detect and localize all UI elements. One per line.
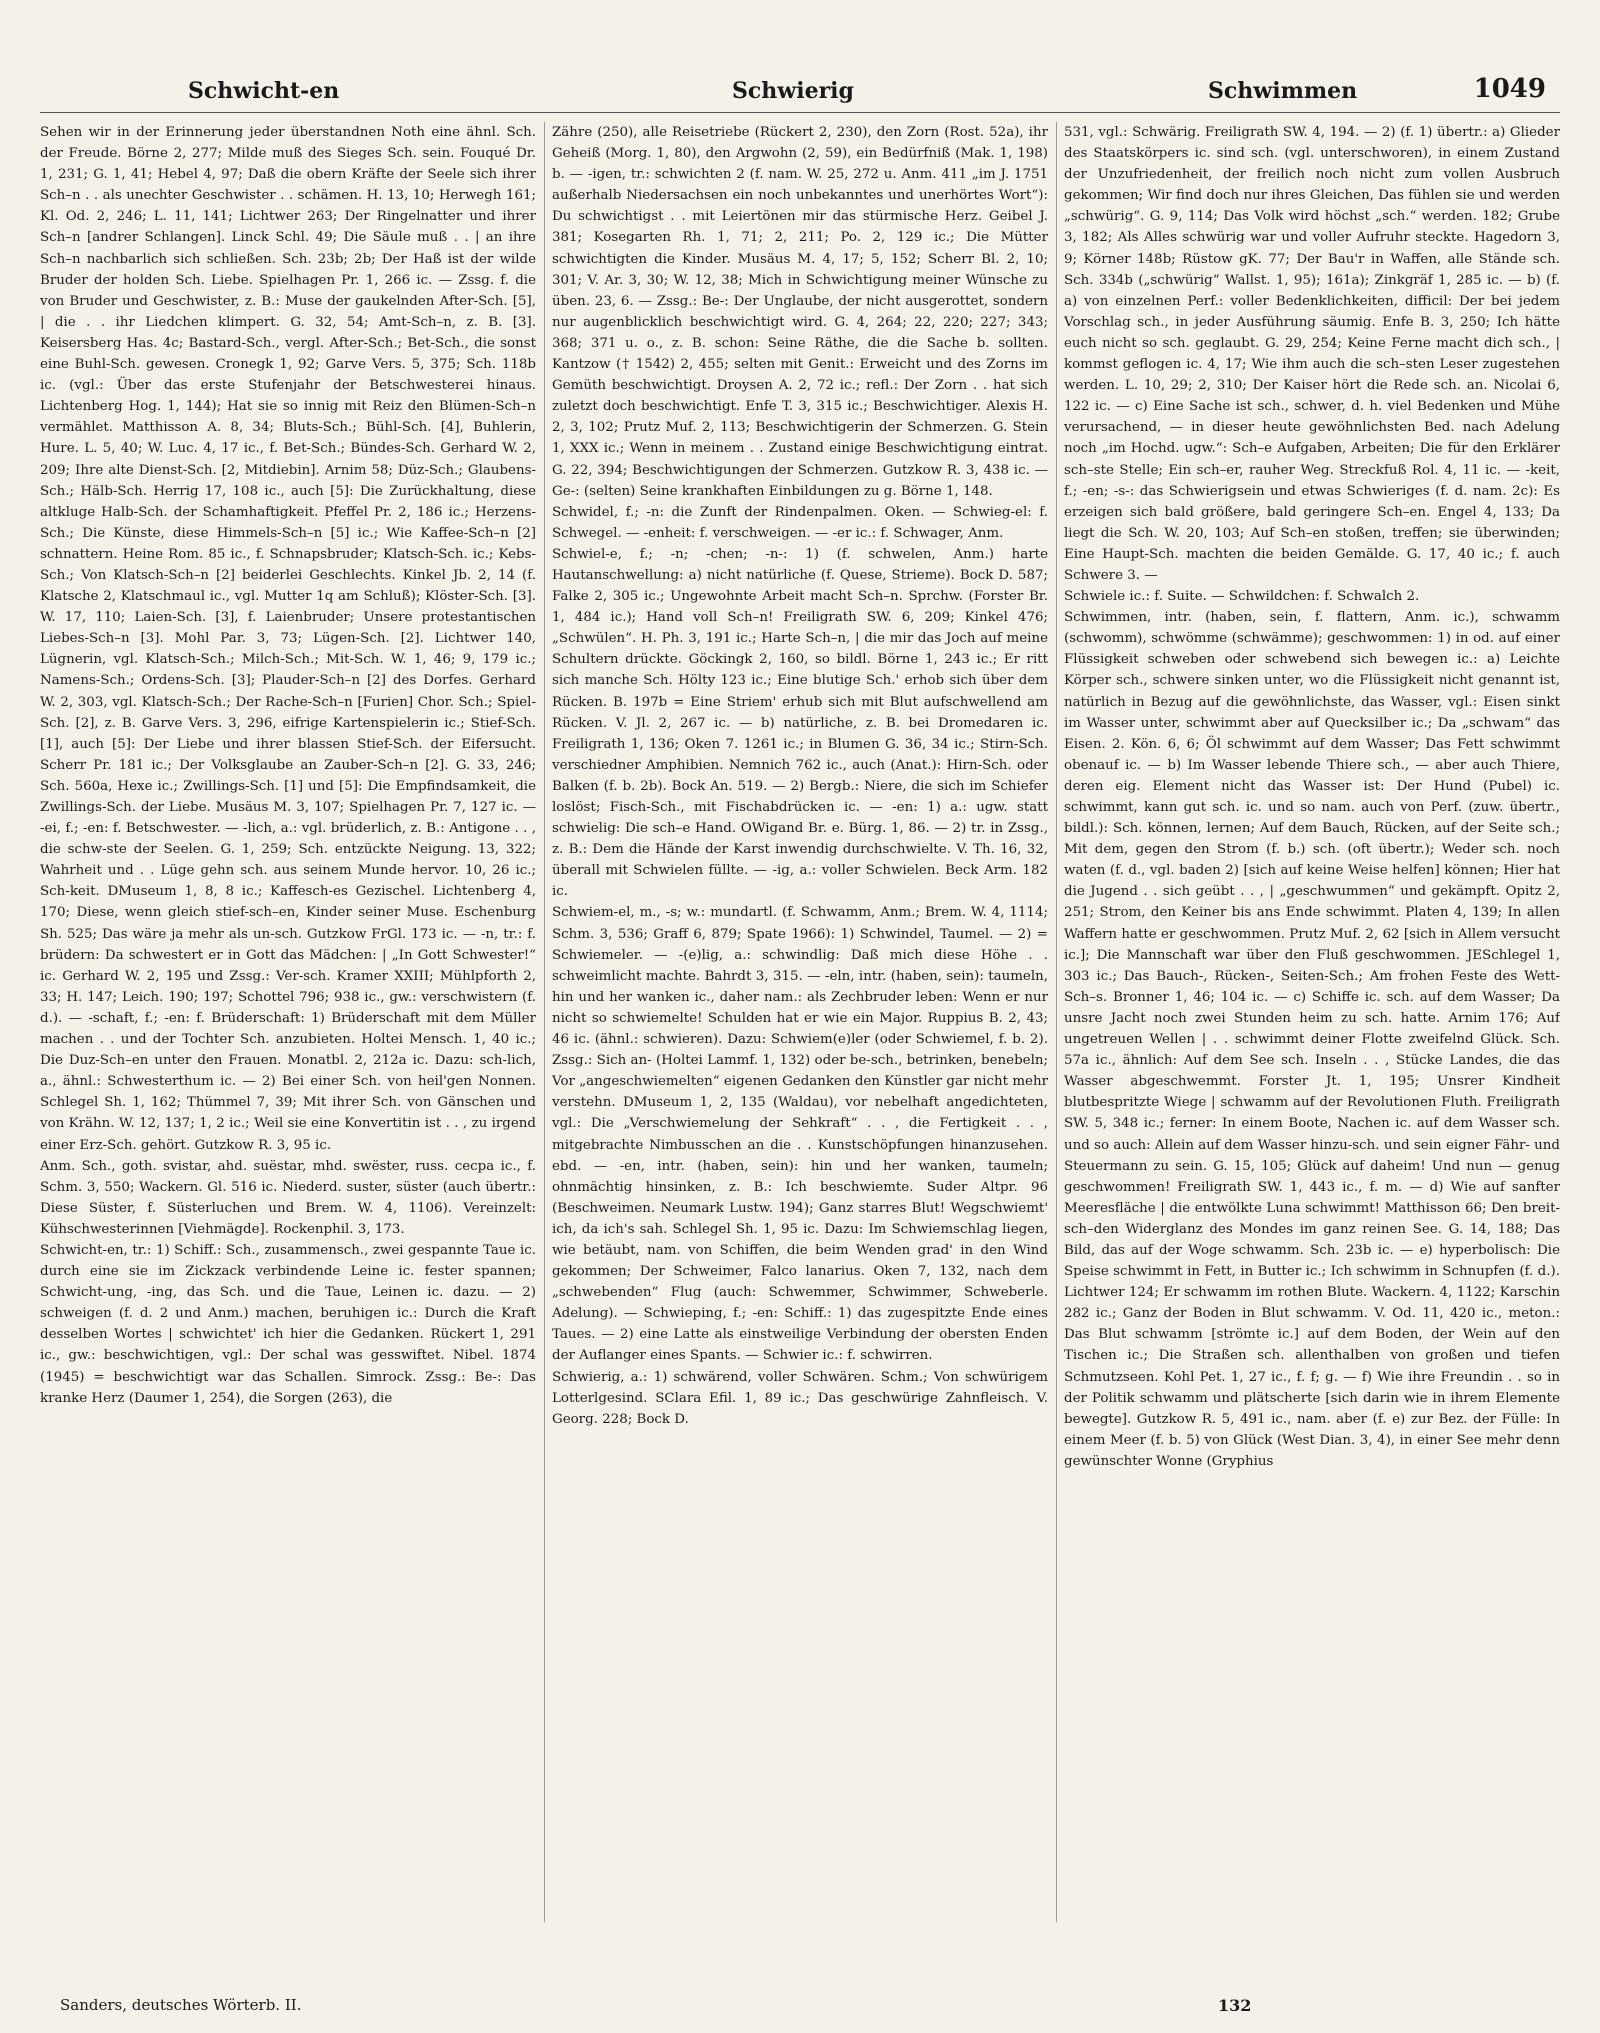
entry-paragraph: Schwimmen, intr. (haben, sein, f. flattern, Anm. ic.), schwamm (schwomm), schwömme (schwämme); geschwommen: 1) in od. auf einer Flüssigkeit schweben oder schwebend sich bewegen ic.: a) Leichte Körper sch., schwere sinken unter, wo die Flüssigkeit nicht genannt ist, natürlich in Bezug auf die gewöhnlichste, das Wasser, vgl.: Eisen sinkt im Wasser unter, schwimmt aber auf Quecksilber ic.; Da „schwam“ das Eisen. 2. Kön. 6, 6; Öl schwimmt auf dem Wasser; Das Fett schwimmt obenauf ic. — b) Im Wasser lebende Thiere sch., — aber auch Thiere, deren eig. Element nicht das Wasser ist: Der Hund (Pubel) ic. schwimmt, kann gut sch. ic. und so nam. auch von Perf. (zuw. übertr., bildl.): Sch. können, lernen; Auf dem Bauch, Rücken, auf der Seite sch.; Mit dem, gegen den Strom (f. b.) sch. (oft übertr.); Weder sch. noch waten (f. d., vgl. baden 2) [sich auf keine Weise helfen] können; Hier hat die Jugend . . sich geübt . . , | „geschwummen“ und gekämpft. Opitz 2, 251; Strom, den Keiner bis ans Ende schwimmt. Platen 4, 139; In allen Waffern hatte er geschwommen. Prutz Muf. 2, 62 [sich in Allem versucht ic.]; Die Mannschaft war über den Fluß geschwommen. JESchlegel 1, 303 ic.; Das Bauch-, Rücken-, Seiten-Sch.; Am frohen Feste des Wett-Sch–s. Bronner 1, 46; 104 ic. — c) Schiffe ic. sch. auf dem Wasser; Da unsre Jacht noch zwei Stunden heim zu sch. hatte. Arnim 176; Auf ungetreuen Wellen | . . schwimmt deiner Flotte zweifelnd Glück. Sch. 57a ic., ähnlich: Auf dem See sch. Inseln . . , Stücke Landes, die das Wasser abgeschwemmt. Forster Jt. 1, 195; Unsrer Kindheit blutbespritzte Wiege | schwamm auf der Revolutionen Fluth. Freiligrath SW. 5, 348 ic.; ferner: In einem Boote, Nachen ic. auf dem Wasser sch. und so auch: Allein auf dem Wasser hinzu-sch. und sein eigner Fähr- und Steuermann zu sein. G. 15, 105; Glück auf daheim! Und nun — genug geschwommen! Freiligrath SW. 1, 443 ic., f. m. — d) Wie auf sanfter Meeresfläche | die entwölkte Luna schwimmt! Matthisson 66; Den breit-sch–den Widerglanz des Mondes im ganz reinen See. G. 14, 188; Das Bild, das auf der Woge schwamm. Sch. 23b ic. — e) hyperbolisch: Die Speise schwimmt in Fett, in Butter ic.; Ich schwimm in Schnupfen (f. d.). Lichtwer 124; Er schwamm im rothen Blute. Wackern. 4, 1122; Karschin 282 ic.; Ganz der Boden in Blut schwamm. V. Od. 11, 420 ic., meton.: Das Blut schwamm [strömte ic.] auf dem Boden, der Wein auf den Tischen ic.; Die Straßen sch. allenthalben von großen und tiefen Schmutzseen. Kohl Pet. 1, 27 ic., f. f; g. — f) Wie ihre Freundin . . so in der Politik schwamm und plätscherte [sich darin wie in ihrem Elemente bewegte]. Gutzkow R. 5, 491 ic., nam. aber (f. e) zur Bez. der Fülle: In einem Meer (f. b. 5) von Glück (West Dian. 3, 4), in einer See mehr denn gewünschter Wonne (Gryphius bbox=[1064, 610, 1560, 1469]
column-divider bbox=[544, 122, 545, 1922]
header-center-catchword: Schwierig bbox=[732, 78, 854, 104]
entry-paragraph: Schwiele ic.: f. Suite. — Schwildchen: f. Schwalch 2. bbox=[1064, 589, 1420, 605]
entry-paragraph: Schwicht-en, tr.: 1) Schiff.: Sch., zusammensch., zwei gespannte Taue ic. durch eine sie im Zickzack verbindende Leine ic. fester spannen; Schwicht-ung, -ing, das Sch. und die Taue, Leinen ic. dazu. — 2) schweigen (f. d. 2 und Anm.) machen, beruhigen ic.: Durch die Kraft desselben Wortes | schwichtet' ich hier die Gedanken. Rückert 1, 291 ic., gw.: beschwichtigen, vgl.: Der schal was gesswiftet. Nibel. 1874 (1945) = beschwichtigt war das Schallen. Simrock. Zssg.: Be-: Das kranke Herz (Daumer 1, 254), die Sorgen (263), die bbox=[40, 1242, 536, 1406]
page-number: 1049 bbox=[1473, 74, 1546, 104]
entry-paragraph: Sehen wir in der Erinnerung jeder überstandnen Noth eine ähnl. Sch. der Freude. Börne 2, 277; Milde muß des Sieges Sch. sein. Fouqué Dr. 1, 231; G. 1, 41; Hebel 4, 97; Daß die obern Kräfte der Seele sich ihrer Sch–n . . als unechter Geschwister . . schämen. H. 13, 10; Herwegh 161; Kl. Od. 2, 246; L. 11, 141; Lichtwer 263; Der Ringelnatter und ihrer Sch–n [andrer Schlangen]. Linck Schl. 49; Die Säule muß . . | an ihre Sch–n nachbarlich sich schließen. Sch. 23b; 2b; Der Haß ist der wilde Bruder der holden Sch. Liebe. Spielhagen Pr. 1, 266 ic. — Zssg. f. die von Bruder und Geschwister, z. B.: Muse der gaukelnden After-Sch. [5], | die . . ihr Liedchen klimpert. G. 32, 54; Amt-Sch–n, z. B. [3]. Keisersberg Has. 4c; Bastard-Sch., vergl. After-Sch.; Bet-Sch., die sonst eine Buhl-Sch. gewesen. Cronegk 1, 92; Garve Vers. 5, 375; Sch. 118b ic. (vgl.: Über das erste Stufenjahr der Betschwesterei hinaus. Lichtenberg Hog. 1, 144); Hat sie so innig mit Reiz den Blümen-Sch–n vermählet. Matthisson A. 8, 34; Bluts-Sch.; Bühl-Sch. [4], Buhlerin, Hure. L. 5, 40; W. Luc. 4, 17 ic., f. Bet-Sch.; Bündes-Sch. Gerhard W. 2, 209; Ihre alte Dienst-Sch. [2, Mitdiebin]. Arnim 58; Düz-Sch.; Glaubens-Sch.; Hälb-Sch. Herrig 17, 108 ic., auch [5]: Die Zurückhaltung, diese altkluge Halb-Sch. der Schamhaftigkeit. Pfeffel Pr. 2, 186 ic.; Herzens-Sch.; Die Künste, diese Himmels-Sch–n [5] ic.; Wie Kaffee-Sch–n [2] schnattern. Heine Rom. 85 ic., f. Schnapsbruder; Klatsch-Sch. ic.; Kebs-Sch.; Von Klatsch-Sch–n [2] beiderlei Geschlechts. Kinkel Jb. 2, 14 (f. Klatsche 2, Klatschmaul ic., vgl. Mutter 1q am Schluß); Klöster-Sch. [3]. W. 17, 110; Laien-Sch. [3], f. Laienbruder; Unsere protestantischen Liebes-Sch–n [3]. Mohl Par. 3, 73; Lügen-Sch. [2]. Lichtwer 140, Lügnerin, vgl. Klatsch-Sch.; Milch-Sch.; Mit-Sch. W. 1, 46; 9, 179 ic.; Namens-Sch.; Ordens-Sch. [3]; Plauder-Sch–n [2] des Dorfes. Gerhard W. 2, 303, vgl. Klatsch-Sch.; Der Rache-Sch–n [Furien] Chor. Sch.; Spiel-Sch. [2], z. B. Garve Vers. 3, 296, eifrige Kartenspielerin ic.; Stief-Sch. [1], auch [5]: Der Liebe und ihrer blassen Stief-Sch. der Eifersucht. Scherr Pr. 181 ic.; Der Volksglaube an Zauber-Sch–n [2]. G. 33, 246; Sch. 560a, Hexe ic.; Zwillings-Sch. [1] und [5]: Die Empfindsamkeit, die Zwillings-Sch. der Liebe. Musäus M. 3, 107; Spielhagen Pr. 7, 127 ic. — -ei, f.; -en: f. Betschwester. — -lich, a.: vgl. brüderlich, z. B.: Antigone . . , die schw-ste der Seelen. G. 1, 259; Sch. entzückte Neigung. 13, 322; Wahrheit und . . Lüge gehn sch. aus seinem Munde hervor. 10, 26 ic.; Sch-keit. DMuseum 1, 8, 8 ic.; Kaffesch-es Gezischel. Lichtenberg 4, 170; Diese, wenn gleich stief-sch–en, Kinder seiner Muse. Eschenburg Sh. 525; Das wäre ja mehr als un-sch. Gutzkow FrGl. 173 ic. — -n, tr.: f. brüdern: Da schwestert er in Gott das Mädchen: | „In Gott Schwester!“ ic. Gerhard W. 2, 195 und Zssg.: Ver-sch. Kramer XXIII; Mühlpforth 2, 33; H. 147; Leich. 190; 197; Schottel 796; 938 ic., gw.: verschwistern (f. d.). — -schaft, f.; -en: f. Brüderschaft: 1) Brüderschaft mit dem Müller machen . . und der Tochter Sch. anzubieten. Holtei Mensch. 1, 40 ic.; Die Duz-Sch–en unter den Frauen. Monatbl. 2, 212a ic. Dazu: sch-lich, a., ähnl.: Schwesterthum ic. — 2) Bei einer Sch. von heil'gen Nonnen. Schlegel Sh. 1, 162; Thümmel 7, 39; Mit ihrer Sch. von Gänschen und von Krähn. W. 12, 137; 1, 2 ic.; Weil sie eine Konvertitin ist . . , zu irgend einer Erz-Sch. gehört. Gutzkow R. 3, 95 ic. bbox=[40, 125, 536, 1153]
etymology-note: Anm. Sch., goth. svistar, ahd. suëstar, mhd. swëster, russ. cecpa ic., f. Schm. 3, 550; Wackern. Gl. 516 ic. Niederd. suster, süster (auch übertr.: Diese Süster, f. Süsterluchen und Brem. W. 4, 1106). Vereinzelt: Kühschwesterinnen [Viehmägde]. Rockenphil. 3, 173. bbox=[40, 1158, 536, 1237]
text-column-middle bbox=[552, 122, 1048, 1942]
footer-source: Sanders, deutsches Wörterb. II. bbox=[60, 1996, 302, 2014]
page-header bbox=[40, 72, 1560, 112]
footer-signature: 132 bbox=[1218, 1996, 1252, 2015]
text-column-right bbox=[1064, 122, 1560, 1942]
header-rule bbox=[40, 112, 1560, 113]
column-divider bbox=[1056, 122, 1057, 1922]
entry-paragraph: Schwiem-el, m., -s; w.: mundartl. (f. Schwamm, Anm.; Brem. W. 4, 1114; Schm. 3, 536; Graff 6, 879; Spate 1966): 1) Schwindel, Taumel. — 2) = Schwiemeler. — -(e)lig, a.: schwindlig: Daß mich diese Höhe . . schweimlicht machte. Bahrdt 3, 315. — -eln, intr. (haben, sein): taumeln, hin und her wanken ic., daher nam.: als Zechbruder leben: Wenn er nur nicht so schwiemelte! Schulden hat er wie ein Major. Ruppius B. 2, 43; 46 ic. (ähnl.: schwieren). Dazu: Schwiem(e)ler (oder Schwiemel, f. b. 2). Zssg.: Sich an- (Holtei Lammf. 1, 132) oder be-sch., betrinken, benebeln; Vor „angeschwiemelten“ eigenen Gedanken den Künstler gar nicht mehr verstehn. DMuseum 1, 2, 135 (Waldau), vor nebelhaft angedichteten, vgl.: Die „Verschwiemelung der Sehkraft“ . . , die Fertigkeit . . , mitgebrachte Nimbusschen an die . . Kunstschöpfungen hinanzusehen. ebd. — -en, intr. (haben, sein): hin und her wanken, taumeln; ohnmächtig hinsinken, z. B.: Ich beschwiemte. Suder Altpr. 96 (Beschweimen. Neumark Lustw. 194); Ganz starres Blut! Wegschwiemt' ich, da ich's sah. Schlegel Sh. 1, 95 ic. Dazu: Im Schwiemschlag liegen, wie betäubt, nam. von Schiffen, die beim Wenden grad' in den Wind gekommen; Der Schweimer, Falco lanarius. Oken 7, 132, nach dem „schwebenden“ Flug (auch: Schwemmer, Schwimmer, Schweberle. Adelung). — Schwieping, f.; -en: Schiff.: 1) das zugespitzte Ende eines Taues. — 2) eine Latte als einstweilige Verbindung der obersten Enden der Auflanger eines Spants. — Schwier ic.: f. schwirren. bbox=[552, 905, 1048, 1364]
header-left-catchword: Schwicht-en bbox=[188, 78, 340, 104]
entry-paragraph: Schwiel-e, f.; -n; -chen; -n-: 1) (f. schwelen, Anm.) harte Hautanschwellung: a) nicht natürliche (f. Quese, Strieme). Bock D. 587; Falke 2, 305 ic.; Ungewohnte Arbeit macht Sch–n. Sprchw. (Forster Br. 1, 484 ic.); Hand voll Sch–n! Freiligrath SW. 6, 209; Kinkel 476; „Schwülen“. H. Ph. 3, 191 ic.; Harte Sch–n, | die mir das Joch auf meine Schultern drückte. Göckingk 2, 160, so bildl. Börne 1, 243 ic.; Er ritt sich manche Sch. Hölty 123 ic.; Eine blutige Sch.' erhob sich über dem Rücken. B. 197b = Eine Striem' erhub sich mit Blut aufschwellend am Rücken. V. Jl. 2, 267 ic. — b) natürliche, z. B. bei Dromedaren ic. Freiligrath 1, 136; Oken 7. 1261 ic.; in Blumen G. 36, 34 ic.; Stirn-Sch. verschiedner Amphibien. Nemnich 762 ic., auch (Anat.): Hirn-Sch. oder Balken (f. b. 2b). Bock An. 519. — 2) Bergb.: Niere, die sich im Schiefer loslöst; Fisch-Sch., mit Fischabdrücken ic. — -en: 1) a.: ugw. statt schwielig: Die sch–e Hand. OWigand Br. e. Bürg. 1, 86. — 2) tr. in Zssg., z. B.: Dem die Hände der Karst inwendig durchschwielte. V. Th. 16, 32, überall mit Schwielen füllte. — -ig, a.: voller Schwielen. Beck Arm. 182 ic. bbox=[552, 546, 1048, 900]
text-column-left bbox=[40, 122, 536, 1942]
entry-paragraph: Zähre (250), alle Reisetriebe (Rückert 2, 230), den Zorn (Rost. 52a), ihr Geheiß (Morg. 1, 80), den Argwohn (2, 59), ein Bedürfniß (Mak. 1, 198) b. — -igen, tr.: schwichten 2 (f. nam. W. 25, 272 u. Anm. 411 „im J. 1751 außerhalb Niedersachsen ein noch unbekanntes und unerhörtes Wort“): Du schwichtigst . . mit Leiertönen mir das stürmische Herz. Geibel J. 381; Kosegarten Rh. 1, 71; 2, 211; Po. 2, 129 ic.; Die Mütter schwichtigten die Kinder. Musäus M. 4, 17; 5, 152; Scherr Bl. 2, 10; 301; V. Ar. 3, 30; W. 12, 38; Mich in Schwichtigung meiner Wünsche zu üben. 23, 6. — Zssg.: Be-: Der Unglaube, der nicht ausgerottet, sondern nur augenblicklich beschwichtigt wird. G. 4, 264; 22, 220; 227; 343; 368; 371 u. o., z. B. schon: Seine Räthe, die die Sache b. sollten. Kantzow († 1542) 2, 455; selten mit Genit.: Erweicht und des Zorns im Gemüth beschwichtigt. Droysen A. 2, 72 ic.; refl.: Der Zorn . . hat sich zuletzt doch beschwichtigt. Enfe T. 3, 315 ic.; Beschwichtiger. Alexis H. 2, 3, 102; Prutz Muf. 2, 113; Beschwichtigerin der Schmerzen. G. Stein 1, XXX ic.; Wenn in meinem . . Zustand einige Beschwichtigung eintrat. G. 22, 394; Beschwichtigungen der Schmerzen. Gutzkow R. 3, 438 ic. — Ge-: (selten) Seine krankhaften Einbildungen zu g. Börne 1, 148. bbox=[552, 125, 1048, 499]
entry-paragraph: Schwierig, a.: 1) schwärend, voller Schwären. Schm.; Von schwürigem Lotterlgesind. SClara Efil. 1, 89 ic.; Das geschwürige Zahnfleisch. V. Georg. 228; Bock D. bbox=[552, 1369, 1048, 1427]
entry-paragraph: 531, vgl.: Schwärig. Freiligrath SW. 4, 194. — 2) (f. 1) übertr.: a) Glieder des Staatskörpers ic. sind sch. (vgl. unterschworen), in einem Zustand der Unzufriedenheit, der freilich noch nicht zum vollen Ausbruch gekommen; Wir find doch nur ihres Gleichen, Das fühlen sie und werden „schwürig“. G. 9, 114; Das Volk wird höchst „sch.“ werden. 182; Grube 3, 182; Als Alles schwürig war und voller Aufruhr steckte. Hagedorn 3, 9; Körner 148b; Rüstow gK. 77; Der Bau'r in Waffen, alle Stände sch. Sch. 334b („schwürig“ Wallst. 1, 95); 161a); Zinkgräf 1, 285 ic. — b) (f. a) von einzelnen Perf.: voller Bedenklichkeiten, difficil: Der bei jedem Vorschlag sch., in jeder Ausführung säumig. Enfe B. 3, 250; Ich hätte euch nicht so sch. geglaubt. G. 29, 254; Keine Ferne macht dich sch., | kommst geflogen ic. 4, 17; Wie ihm auch die sch–sten Leser zugestehen werden. L. 10, 29; 2, 310; Der Kaiser hört die Rede sch. an. Nicolai 6, 122 ic. — c) Eine Sache ist sch., schwer, d. h. viel Bedenken und Mühe verursachend, — in dieser heute gewöhnlichsten Bed. nach Adelung noch „im Hochd. ugw.“: Sch–e Aufgaben, Arbeiten; Die für den Erklärer sch–ste Stelle; Ein sch–er, rauher Weg. Streckfuß Rol. 4, 11 ic. — -keit, f.; -en; -s-: das Schwierigsein und etwas Schwieriges (f. d. nam. 2c): Es erzeigen sich bald größere, bald geringere Sch–en. Engel 4, 133; Da liegt die Sch. W. 20, 103; Auf Sch–en stoßen, treffen; sie überwinden; Eine Haupt-Sch. machten die beiden Gemälde. G. 17, 40 ic.; f. auch Schwere 3. — bbox=[1064, 125, 1560, 583]
entry-paragraph: Schwidel, f.; -n: die Zunft der Rindenpalmen. Oken. — Schwieg-el: f. Schwegel. — -enheit: f. verschweigen. — -er ic.: f. Schwager, Anm. bbox=[552, 504, 1048, 541]
header-right-catchword: Schwimmen bbox=[1208, 78, 1358, 104]
